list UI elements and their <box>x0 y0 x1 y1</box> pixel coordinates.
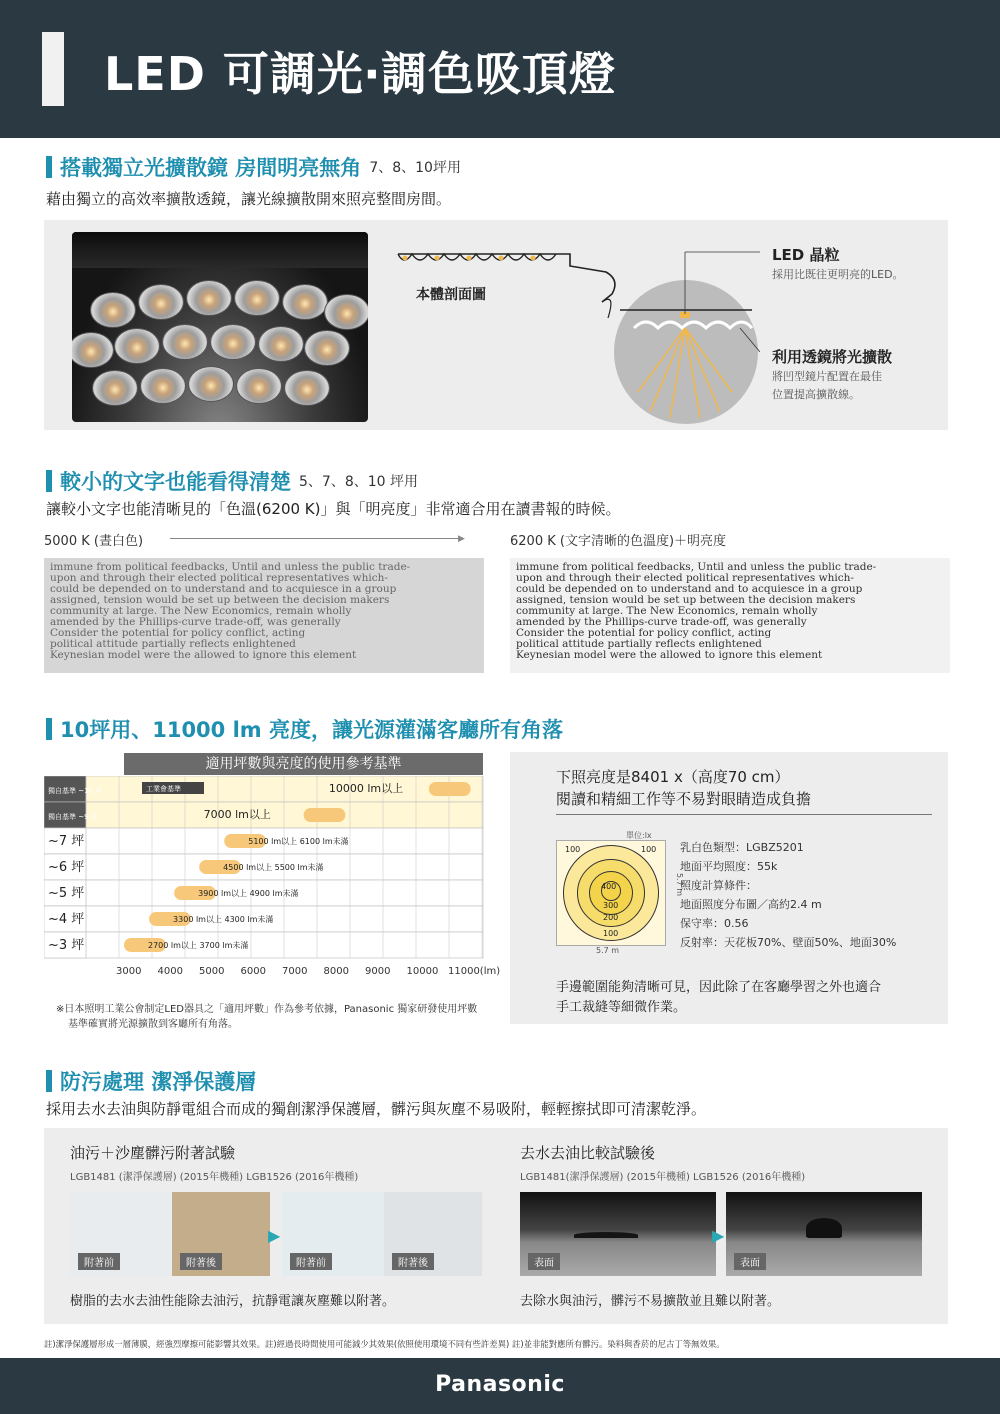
illuminance-desc-1: 手邊範圍能夠清晰可見，因此除了在客廳學習之外也適合 <box>556 980 882 995</box>
arrow-right-icon-2: ▶ <box>712 1226 725 1245</box>
page-footer <box>0 1358 1000 1414</box>
section-marker <box>46 718 52 740</box>
section-marker <box>46 1070 52 1092</box>
axis-tick: 7000 <box>282 966 308 977</box>
room-depth-label: 5.7 m <box>675 872 685 897</box>
section-1-heading: 搭載獨立光擴散鏡 房間明亮無角 <box>60 156 362 180</box>
brand-logo: Panasonic <box>435 1372 565 1397</box>
lumen-range-label: 4500 lm以上 5500 lm未滿 <box>223 863 324 872</box>
illuminance-map: 100 100 400 300 200 100 <box>556 840 666 946</box>
row-label: 獨自基準 ~10 坪 <box>48 787 103 795</box>
lumen-range-label: 10000 lm以上 <box>328 782 404 795</box>
row-label: 獨自基準 ~9 坪 <box>48 813 98 821</box>
axis-tick: 8000 <box>323 966 349 977</box>
room-width-label: 5.7 m <box>596 946 620 955</box>
section-marker <box>46 156 52 178</box>
cross-section-label: 本體剖面圖 <box>416 287 486 303</box>
axis-tick: 3000 <box>116 966 142 977</box>
photo-before-1: 附著前 <box>70 1192 172 1276</box>
section-1-desc: 藉由獨立的高效率擴散透鏡，讓光線擴散開來照亮整間房間。 <box>46 190 452 208</box>
led-title: LED 晶粒 <box>772 246 840 264</box>
right-test-caption: 去除水與油污，髒污不易擴散並且難以附著。 <box>520 1294 781 1309</box>
section-3-title <box>46 714 563 744</box>
arrow-head-icon: ▶ <box>458 534 465 544</box>
illuminance-title-2: 閱讀和精細工作等不易對眼睛造成負擔 <box>556 790 812 808</box>
arrow-line <box>170 538 460 539</box>
section-4-title <box>46 1066 256 1096</box>
unit-label: 單位:lx <box>626 831 652 840</box>
axis-tick: 5000 <box>199 966 225 977</box>
photo-after-2: 附著後 <box>384 1192 482 1276</box>
section-2-heading: 較小的文字也能看得清楚 <box>60 470 291 494</box>
lumen-range-label: 3900 lm以上 4900 lm未滿 <box>198 889 299 898</box>
spec-list: 乳白色類型：LGBZ5201 地面平均照度：55k 照度計算條件： 地面照度分布圖／高約2.4 m 保守率：0.56 反射率：天花板70%、壁面50%、地面30% <box>680 841 897 949</box>
page-footnote: 註)潔淨保護層形成一層薄膜，經強烈摩擦可能影響其效果。註)經過長時間使用可能減少其效果(依照使用環境不同有些許差異) 註)並非能對應所有髒污。染料與香菸的尼古丁等無效果。 <box>44 1339 725 1349</box>
page-header <box>0 0 1000 138</box>
section-1-title <box>46 152 461 182</box>
left-test-caption: 樹脂的去水去油性能除去油污，抗靜電讓灰塵難以附著。 <box>70 1294 396 1309</box>
right-test-models: LGB1481(潔淨保護層) (2015年機種) LGB1526 (2016年機種) <box>520 1172 806 1183</box>
newspaper-sample-6200k: immune from political feedbacks, Until and unless the public trade- upon and through their elected political representatives which- could be depended on to understand and to acquiesce in a group assigned, tension would be set up between the decision makers community at large. The New Economics, remain wholly amended by the Phillips-curve trade-off, was generally Consider the potential for policy conflict, acting political attitude partially reflects enlightened Keynesian model were the allowed to ignore this element <box>510 558 950 673</box>
arrow-right-icon: ▶ <box>268 1226 281 1245</box>
photo-after-1: 附著後 <box>172 1192 270 1276</box>
axis-tick: 9000 <box>365 966 391 977</box>
axis-tick: 4000 <box>157 966 183 977</box>
page-title: LED 可調光‧調色吸頂燈 <box>104 47 616 101</box>
right-test-title: 去水去油比較試驗後 <box>520 1144 656 1162</box>
divider <box>556 814 932 815</box>
axis-tick: 6000 <box>240 966 266 977</box>
axis-tick: 11000(lm) <box>448 966 501 977</box>
lumen-range-bar <box>429 782 471 796</box>
left-test-models: LGB1481 (潔淨保護層) (2015年機種) LGB1526 (2016年機種) <box>70 1172 359 1183</box>
newspaper-sample-5000k: immune from political feedbacks, Until and unless the public trade- upon and through their elected political representatives which- could be depended on to understand and to acquiesce in a group assigned, tension would be set up between the decision makers community at large. The New Economics, remain wholly amended by the Phillips-curve trade-off, was generally Consider the potential for policy conflict, acting political attitude partially reflects enlightened Keynesian model were the allowed to ignore this element <box>44 558 484 673</box>
section-1-sub: 7、8、10坪用 <box>369 160 461 176</box>
lens-desc-1: 將凹型鏡片配置在最佳 <box>772 370 882 383</box>
section-3-heading: 10坪用、11000 lm 亮度，讓光源灌滿客廳所有角落 <box>60 718 563 742</box>
section-4-heading: 防污處理 潔淨保護層 <box>60 1070 257 1094</box>
row-label: ~3 坪 <box>48 938 85 953</box>
section-4-desc: 採用去水去油與防靜電組合而成的獨創潔淨保護層，髒污與灰塵不易吸附，輕輕擦拭即可清潔乾淨。 <box>46 1100 707 1118</box>
illuminance-desc-2: 手工裁縫等細微作業。 <box>556 1000 687 1015</box>
row-label: ~7 坪 <box>48 834 85 849</box>
section-marker <box>46 470 52 492</box>
row-label: ~4 坪 <box>48 912 85 927</box>
lumen-range-label: 2700 lm以上 3700 lm未滿 <box>148 941 249 950</box>
svg-text:工業會基準: 工業會基準 <box>146 785 181 793</box>
right-colortemp-label: 6200 K (文字清晰的色溫度)＋明亮度 <box>510 534 727 549</box>
illuminance-title-1: 下照亮度是8401 x（高度70 cm） <box>556 768 790 786</box>
left-colortemp-label: 5000 K (晝白色) <box>44 534 144 549</box>
cross-section-diagram <box>380 232 760 428</box>
lumen-range-label: 5100 lm以上 6100 lm未滿 <box>248 837 349 846</box>
lens-desc-2: 位置提高擴散線。 <box>772 388 860 401</box>
led-desc: 採用比既往更明亮的LED。 <box>772 268 904 281</box>
left-test-title: 油污＋沙塵髒污附著試驗 <box>70 1144 236 1162</box>
photo-surface-2: 表面 <box>726 1192 922 1276</box>
lumen-range-bar <box>304 808 346 822</box>
axis-tick: 10000 <box>406 966 439 977</box>
lens-title: 利用透鏡將光擴散 <box>772 348 893 366</box>
lumen-range-label: 3300 lm以上 4300 lm未滿 <box>173 915 274 924</box>
photo-before-2: 附著前 <box>282 1192 384 1276</box>
section-2-desc: 讓較小文字也能清晰見的「色溫(6200 K)」與「明亮度」非常適合用在讀書報的時候。 <box>46 500 621 518</box>
row-label: ~6 坪 <box>48 860 85 875</box>
header-accent-bar <box>42 32 64 106</box>
chart-title: 適用坪數與亮度的使用參考基準 <box>124 753 483 775</box>
lumen-range-label: 7000 lm以上 <box>203 808 271 821</box>
chart-note-1: ※日本照明工業公會制定LED器具之「適用坪數」作為參考依據，Panasonic 獨家研發使用坪數 <box>56 1004 478 1015</box>
lens-photo <box>72 232 368 422</box>
section-2-title <box>46 466 418 496</box>
row-label: ~5 坪 <box>48 886 85 901</box>
lumen-chart <box>44 776 504 990</box>
chart-note-2: 基準確實將光源擴散到客廳所有角落。 <box>68 1019 238 1030</box>
section-2-sub: 5、7、8、10 坪用 <box>299 474 418 490</box>
photo-surface-1: 表面 <box>520 1192 716 1276</box>
